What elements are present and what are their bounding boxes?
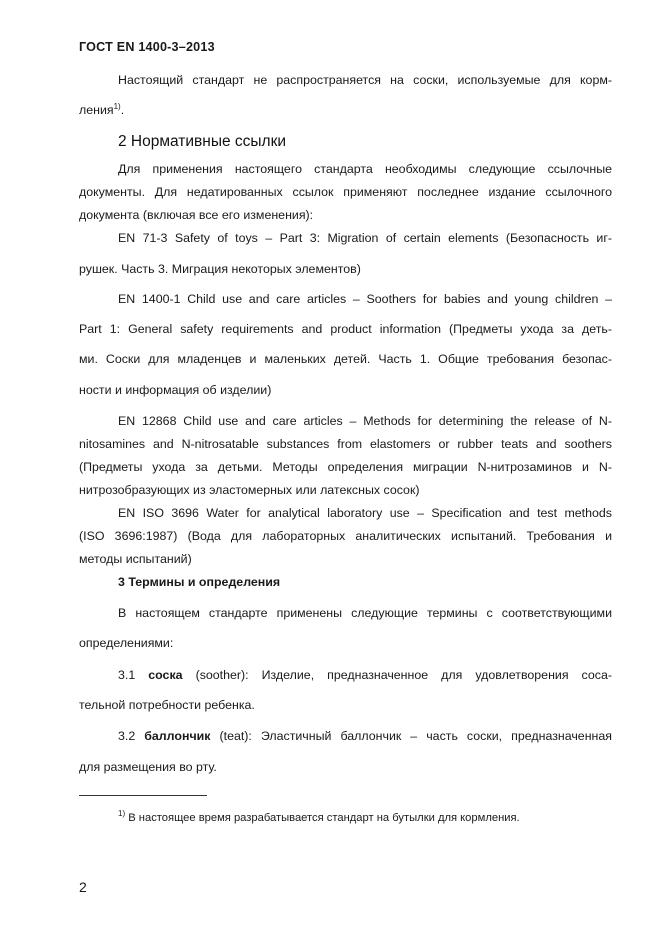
reference-en12868-line: нитрозобразующих из эластомерных или латексных сосок): [79, 483, 420, 497]
section-2-paragraph-line: документы. Для недатированных ссылок применяют последнее издание ссылочного: [79, 185, 612, 199]
reference-en1400-1-line: Part 1: General safety requirements and product information (Предметы ухода за деть-: [79, 322, 612, 336]
footnote-mark: 1): [118, 809, 126, 818]
term-definition: (soother): Изделие, предназначенное для удовлетворения соса-: [195, 668, 612, 682]
section-2-paragraph-line: Для применения настоящего стандарта необходимы следующие ссылочные: [118, 162, 612, 176]
reference-en12868-line: EN 12868 Child use and care articles – Methods for determining the release of N-: [118, 414, 612, 428]
term-name: баллончик: [144, 729, 211, 743]
term-number: 3.2: [118, 729, 136, 743]
term-number: 3.1: [118, 668, 136, 682]
footnote-text: В настоящее время разрабатывается стандарт на бутылки для кормления.: [128, 812, 520, 824]
section-3-heading: 3 Термины и определения: [118, 575, 281, 589]
section-2-paragraph-line: документа (включая все его изменения):: [79, 208, 314, 222]
term-3-2-line: [118, 729, 612, 743]
reference-en-iso-3696-line: методы испытаний): [79, 552, 192, 566]
reference-en-iso-3696-line: (ISO 3696:1987) (Вода для лабораторных аналитических испытаний. Требования и: [79, 529, 612, 543]
reference-en-iso-3696-line: EN ISO 3696 Water for analytical laboratory use – Specification and test methods: [118, 506, 612, 520]
reference-en1400-1-line: ности и информация об изделии): [79, 383, 272, 397]
document-code-header: ГОСТ EN 1400-3–2013: [79, 40, 215, 54]
term-3-2-line-2: для размещения во рту.: [79, 760, 217, 774]
term-definition: (teat): Эластичный баллончик – часть соски, предназначенная: [219, 729, 612, 743]
footnote-reference[interactable]: 1): [113, 102, 121, 111]
section-2-heading: 2 Нормативные ссылки: [118, 133, 287, 150]
term-name: соска: [148, 668, 183, 682]
intro-line-2: [79, 103, 124, 117]
term-3-1-line-2: тельной потребности ребенка.: [79, 698, 255, 712]
intro-line-2-text: ления: [79, 103, 114, 117]
footnote: [118, 809, 520, 824]
footnote-separator: [79, 795, 207, 796]
reference-en71-3-line: EN 71-3 Safety of toys – Part 3: Migration of certain elements (Безопасность иг-: [118, 231, 612, 245]
intro-line-1: Настоящий стандарт не распространяется на соски, используемые для корм-: [118, 73, 612, 87]
reference-en1400-1-line: ми. Соски для младенцев и маленьких детей. Часть 1. Общие требования безопас-: [79, 352, 612, 366]
reference-en71-3-line: рушек. Часть 3. Миграция некоторых элементов): [79, 262, 361, 276]
reference-en12868-line: (Предметы ухода за детьми. Методы определения миграции N-нитрозаминов и N-: [79, 460, 612, 474]
section-3-paragraph-line: определениями:: [79, 636, 174, 650]
page-number: 2: [79, 879, 87, 895]
reference-en12868-line: nitosamines and N-nitrosatable substances from elastomers or rubber teats and soothers: [79, 437, 612, 451]
intro-line-2-end: .: [120, 103, 125, 117]
term-3-1-line: [118, 668, 612, 682]
section-3-paragraph-line: В настоящем стандарте применены следующие термины с соответствующими: [118, 606, 612, 620]
reference-en1400-1-line: EN 1400-1 Child use and care articles – Soothers for babies and young children –: [118, 292, 612, 306]
